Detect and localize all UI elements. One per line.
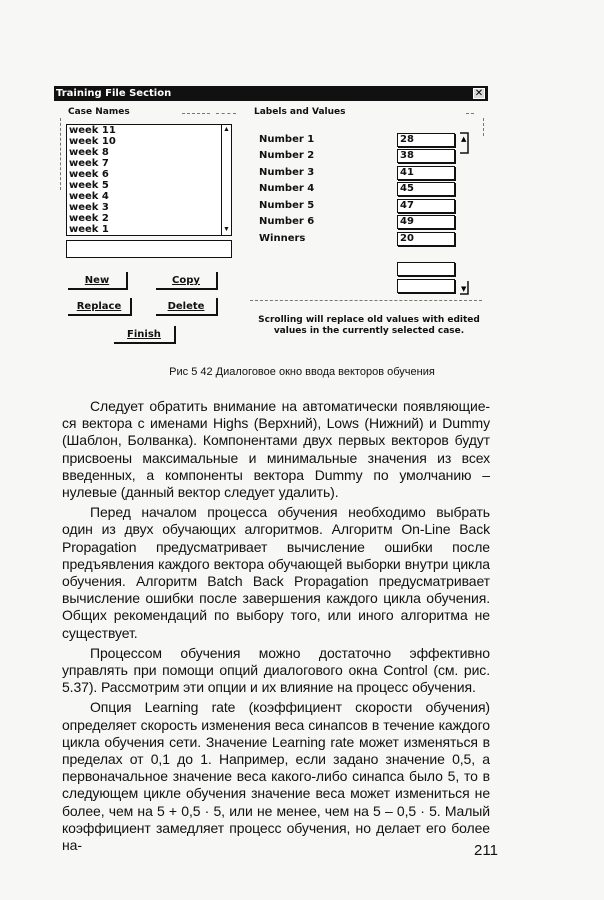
value-field[interactable]: 49 <box>397 215 455 229</box>
list-item[interactable]: week 10 <box>69 136 116 147</box>
body-text <box>62 398 490 854</box>
figure-caption: Рис 5 42 Диалоговое окно ввода векторов обучения <box>169 366 435 378</box>
labels-values-label: Labels and Values <box>254 107 346 117</box>
divider <box>60 118 61 190</box>
field-label: Number 6 <box>259 216 315 227</box>
paragraph: Процессом обучения можно достаточно эффективно управлять при помощи опций диалогового окна Control (см. рис. 5.37). Рассмотрим эти опции и их влияние на процесс обучения. <box>62 644 490 696</box>
delete-button[interactable]: Delete <box>156 298 218 316</box>
divider <box>216 113 236 114</box>
paragraph: Следует обратить внимание на автоматически появляющие-ся вектора с именами Highs (Верхний), Lows (Нижний) и Dummy (Шаблон, Болванка). Компонентами двух первых векторов будут присвоены максимальные и минимальные значения из всех введенных, а компоненты вектора Dummy по умолчанию – нулевые (данный вектор следует удалить). <box>62 398 490 501</box>
divider <box>483 118 484 136</box>
divider <box>250 300 482 301</box>
dialog-title: Training File Section <box>56 88 172 99</box>
value-field[interactable]: 38 <box>397 149 455 163</box>
dialog-titlebar <box>54 86 488 101</box>
close-icon[interactable]: ✕ <box>474 88 484 99</box>
list-item[interactable]: week 7 <box>69 158 109 169</box>
field-label: Number 3 <box>259 167 315 178</box>
list-item[interactable]: week 1 <box>69 224 109 235</box>
field-label: Winners <box>259 233 306 244</box>
list-scrollbar[interactable] <box>221 125 231 235</box>
list-item[interactable]: week 3 <box>69 202 109 213</box>
field-label: Number 4 <box>259 183 315 194</box>
values-scrollbar[interactable] <box>458 131 480 301</box>
scroll-up-icon[interactable]: ▲ <box>223 126 230 133</box>
value-field[interactable]: 41 <box>397 166 455 180</box>
value-field-empty[interactable] <box>397 279 455 293</box>
divider <box>466 113 474 114</box>
page-number: 211 <box>474 842 498 859</box>
new-button[interactable]: New <box>68 272 128 290</box>
scroll-down-icon[interactable]: ▼ <box>223 226 230 233</box>
list-item[interactable]: week 4 <box>69 191 109 202</box>
list-item[interactable]: week 2 <box>69 213 109 224</box>
case-name-input[interactable] <box>66 240 232 258</box>
value-field-empty[interactable] <box>397 262 455 276</box>
scroll-note: Scrolling will replace old values with edited values in the currently selected case. <box>258 315 480 336</box>
value-field[interactable]: 28 <box>397 133 455 147</box>
field-label: Number 1 <box>259 134 315 145</box>
case-names-list[interactable] <box>66 124 232 236</box>
list-item[interactable]: week 11 <box>69 125 116 136</box>
replace-button[interactable]: Replace <box>68 298 132 316</box>
field-label: Number 5 <box>259 200 315 211</box>
training-file-dialog <box>54 86 488 352</box>
divider <box>182 113 210 114</box>
copy-button[interactable]: Copy <box>156 272 218 290</box>
finish-button[interactable]: Finish <box>114 326 176 344</box>
field-label: Number 2 <box>259 150 315 161</box>
scroll-down-icon[interactable]: ▼ <box>461 285 467 293</box>
value-field[interactable]: 20 <box>397 232 455 246</box>
value-field[interactable]: 47 <box>397 199 455 213</box>
paragraph: Опция Learning rate (коэффициент скорости обучения) определяет скорость изменения веса синапсов в течение каждого цикла обучения сети. Значение Learning rate может изменяться в пределах от 0,1 до 1. Например, если задано значение 0,5, а первоначальное значение веса какого-либо синапса было 5, то в следующем цикле обучения значение веса может измениться не более, чем на 5 + 0,5 · 5, или не менее, чем на 5 – 0,5 · 5. Малый коэффициент замедляет процесс обучения, но делает его более на- <box>62 699 490 854</box>
scroll-up-icon[interactable]: ▲ <box>461 135 467 143</box>
list-item[interactable]: week 8 <box>69 147 109 158</box>
paragraph: Перед началом процесса обучения необходимо выбрать один из двух обучающих алгоритмов. Алгоритм On-Line Back Propagation предусматривает вычисление ошибки после предъявления каждого вектора обучающей выборки внутри цикла обучения. Алгоритм Batch Back Propagation предусматривает вычисление ошибки после завершения каждого цикла обучения. Общих рекомендаций по выбору того, или иного алгоритма не существует. <box>62 504 490 641</box>
value-field[interactable]: 45 <box>397 182 455 196</box>
list-item[interactable]: week 5 <box>69 180 109 191</box>
list-item[interactable]: week 6 <box>69 169 109 180</box>
case-names-label: Case Names <box>68 107 130 117</box>
